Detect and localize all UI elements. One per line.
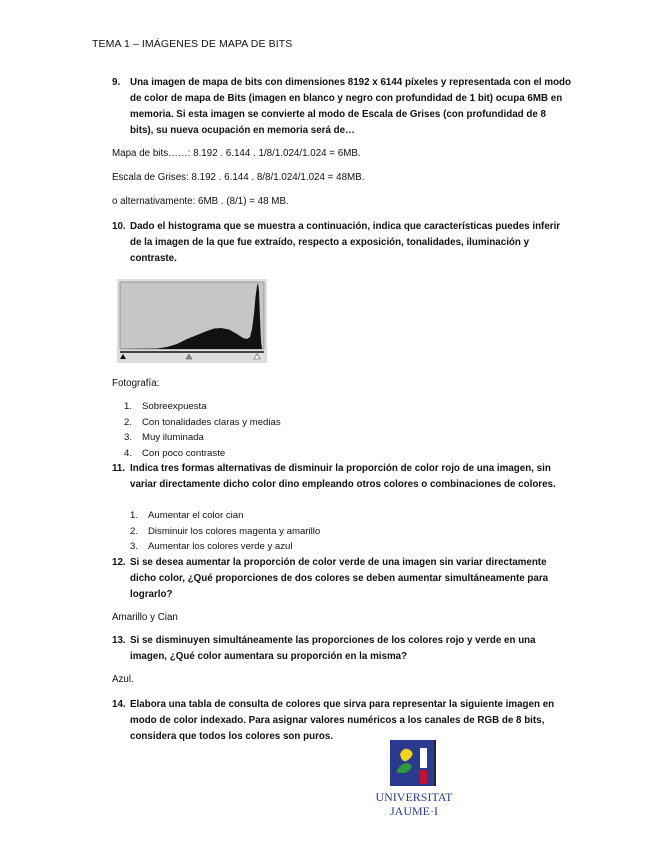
logo-white-bar <box>420 748 427 768</box>
answer-bitmap: Mapa de bits……: 8.192 . 6.144 . 1/8/1.024/1.024 = 6MB. <box>112 148 361 159</box>
list-item: 3. Aumentar los colores verde y azul <box>130 541 293 552</box>
question-number: 14. <box>112 699 126 710</box>
question-text: Elabora una tabla de consulta de colores que sirva para representar la siguiente imagen en modo de color indexado. Para asignar valores numéricos a los canales de RGB de 8 bits, considera que todos los colores son puros. <box>130 699 555 742</box>
answer-13: Azul. <box>112 674 134 685</box>
logo-blue-block <box>390 740 434 786</box>
answer-alternative: o alternativamente: 6MB . (8/1) = 48 MB. <box>112 196 289 207</box>
histogram-gradient-bar <box>120 351 264 353</box>
answer-12: Amarillo y Cian <box>112 612 178 623</box>
answer-list-11 <box>130 508 320 555</box>
question-text: Una imagen de mapa de bits con dimensiones 8192 x 6144 píxeles y representada con el modo de color de mapa de Bits (imagen en blanco y negro con profundidad de 1 bit) ocupa 6MB en memoria. Si esta imagen se convierte al modo de Escala de Grises (con profundidad de 8 bits), su nueva ocupación en memoria será de… <box>130 77 572 136</box>
university-logo <box>372 738 456 822</box>
list-item: 1. Sobreexpuesta <box>124 401 207 412</box>
question-13 <box>112 633 572 665</box>
answer-list-10 <box>124 399 281 461</box>
question-text: Indica tres formas alternativas de disminuir la proporción de color rojo de una imagen, sin variar directamente dicho color dino empleando otros colores o combinaciones de colores. <box>130 463 556 490</box>
question-number: 13. <box>112 635 126 646</box>
answer-grayscale: Escala de Grises: 8.192 . 6.144 . 8/8/1.024/1.024 = 48MB. <box>112 172 365 183</box>
question-text: Si se disminuyen simultáneamente las proporciones de los colores rojo y verde en una imagen, ¿Qué color aumentara su proporción en la misma? <box>130 635 536 662</box>
answer-label: Fotografía: <box>112 378 160 389</box>
list-item: 4. Con poco contraste <box>124 447 226 459</box>
question-number: 10. <box>112 221 126 232</box>
question-number: 11. <box>112 463 126 474</box>
question-number: 12. <box>112 557 126 568</box>
list-item: 2. Con tonalidades claras y medias <box>124 416 281 428</box>
page-header: TEMA 1 – IMÁGENES DE MAPA DE BITS <box>92 38 293 50</box>
question-9 <box>112 75 572 139</box>
histogram-image <box>117 279 267 363</box>
logo-text-line1: UNIVERSITAT <box>375 790 453 804</box>
list-item: 1. Aumentar el color cian <box>130 510 244 521</box>
question-10 <box>112 219 572 267</box>
list-item: 3. Muy iluminada <box>124 432 204 443</box>
logo-divider <box>434 740 436 786</box>
question-14 <box>112 697 572 745</box>
question-text: Dado el histograma que se muestra a continuación, indica que características puedes inferir de la imagen de la que fue extraído, respecto a exposición, tonalidades, iluminación y contraste. <box>130 221 561 264</box>
logo-text-line2: JAUME·I <box>390 804 438 818</box>
question-11 <box>112 461 572 493</box>
question-12 <box>112 555 572 603</box>
list-item: 2. Disminuir los colores magenta y amarillo <box>130 525 321 537</box>
question-text: Si se desea aumentar la proporción de color verde de una imagen sin variar directamente dicho color, ¿Qué proporciones de dos colores se deben aumentar simultáneamente para lograrlo? <box>130 557 549 600</box>
logo-red-bar <box>420 770 427 784</box>
question-number: 9. <box>112 77 121 88</box>
